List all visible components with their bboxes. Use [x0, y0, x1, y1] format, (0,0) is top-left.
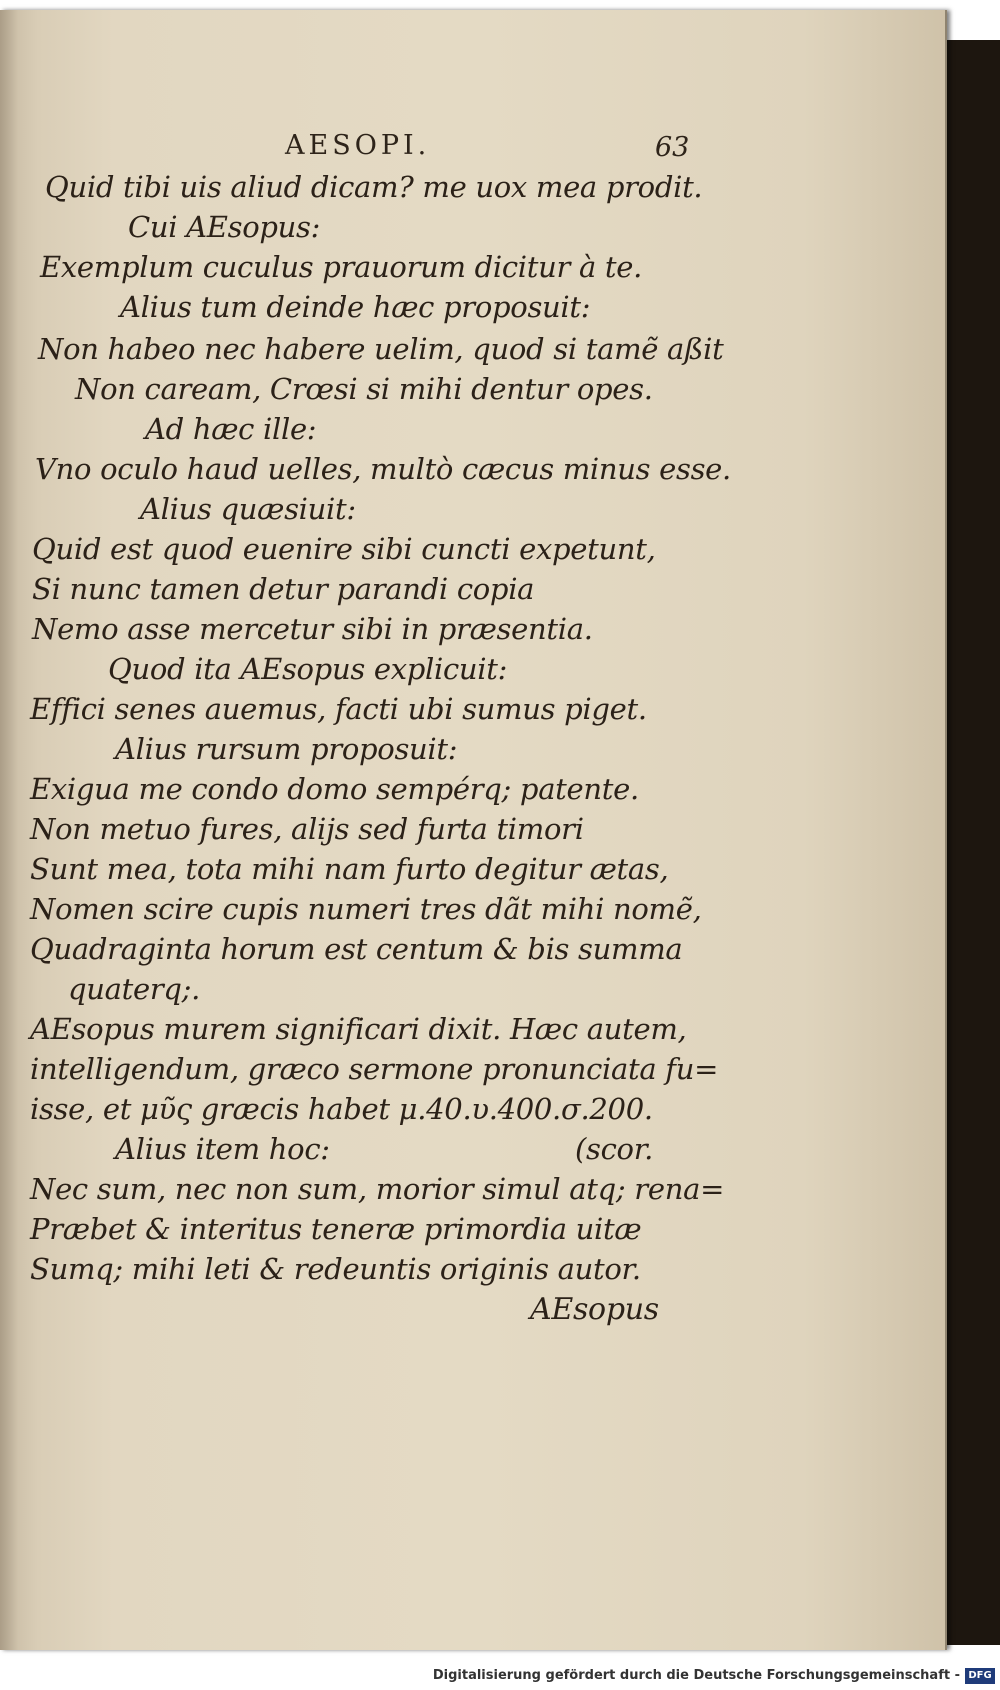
text-line: intelligendum, græco sermone pronunciata fu= — [30, 1052, 719, 1086]
text-line: Alius tum deinde hæc proposuit: — [120, 290, 591, 324]
text-line: Effici senes auemus, facti ubi sumus piget. — [30, 692, 647, 726]
text-line: quaterq;. — [68, 972, 201, 1006]
text-line: Cui AEsopus: — [128, 210, 321, 244]
text-line: Alius quæsiuit: — [140, 492, 356, 526]
text-line: Nemo asse mercetur sibi in præsentia. — [32, 612, 593, 646]
text-line: Quadraginta horum est centum & bis summa — [30, 932, 683, 966]
text-line: Vno oculo haud uelles, multò cæcus minus esse. — [35, 452, 731, 486]
credit-footer — [0, 1666, 1000, 1690]
dfg-logo-icon: DFG — [965, 1668, 995, 1684]
funding-credit: Digitalisierung gefördert durch die Deutsche Forschungsgemeinschaft - — [432, 1668, 960, 1683]
page-backing — [940, 40, 1000, 1645]
running-head: AESOPI. — [285, 130, 431, 161]
text-line: Sunt mea, tota mihi nam furto degitur ætas, — [30, 852, 669, 886]
text-line: Alius rursum proposuit: — [115, 732, 458, 766]
text-line: Non caream, Crœsi si mihi dentur opes. — [75, 372, 653, 406]
text-line: AEsopus murem significari dixit. Hæc autem, — [30, 1012, 687, 1046]
page-number: 63 — [655, 132, 690, 163]
text-line: Quid est quod euenire sibi cuncti expetunt, — [32, 532, 656, 566]
text-line: Nec sum, nec non sum, morior simul atq; rena= — [30, 1172, 725, 1206]
text-line-continuation: (scor. — [575, 1132, 653, 1166]
text-line: Quod ita AEsopus explicuit: — [108, 652, 508, 686]
text-line: Alius item hoc: — [115, 1132, 330, 1166]
text-line: Exemplum cuculus prauorum dicitur à te. — [40, 250, 643, 284]
text-line: Exigua me condo domo sempérq; patente. — [30, 772, 639, 806]
catchword: AEsopus — [530, 1292, 659, 1327]
text-line: isse, et μῦς græcis habet μ.40.υ.400.σ.200. — [30, 1092, 653, 1126]
text-line: Quid tibi uis aliud dicam? me uox mea prodit. — [45, 170, 703, 204]
text-line: Non habeo nec habere uelim, quod si tamẽ aßit — [38, 332, 724, 366]
text-line: Non metuo fures, alijs sed furta timori — [30, 812, 584, 846]
text-line: Sumq; mihi leti & redeuntis originis autor. — [30, 1252, 641, 1286]
text-line: Præbet & interitus teneræ primordia uitæ — [30, 1212, 642, 1246]
text-line: Nomen scire cupis numeri tres dãt mihi nomẽ, — [30, 892, 702, 926]
text-line: Si nunc tamen detur parandi copia — [32, 572, 535, 606]
text-line: Ad hæc ille: — [145, 412, 317, 446]
